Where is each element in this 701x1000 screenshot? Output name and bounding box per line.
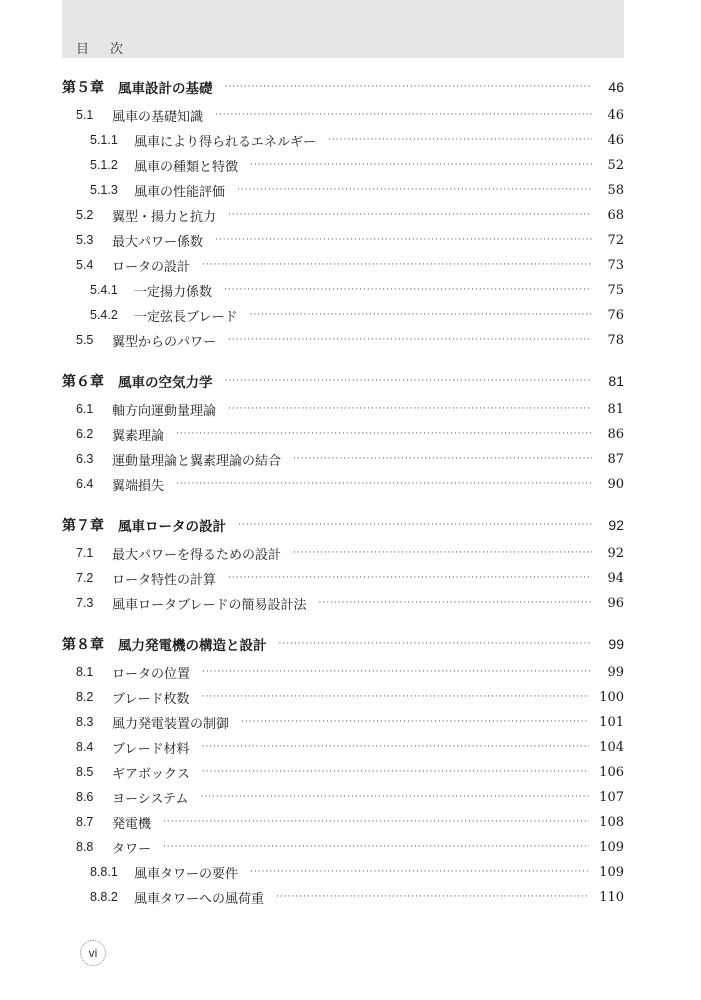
- toc-number: 8.7: [76, 815, 94, 829]
- toc-section-row[interactable]: [62, 592, 624, 614]
- leader-dots: [200, 790, 589, 804]
- toc-number: 8.8.1: [90, 865, 118, 879]
- toc-section-row[interactable]: [62, 423, 624, 445]
- toc-title: 風車タワーへの風荷重: [134, 891, 265, 907]
- toc-number: 7.2: [76, 571, 94, 585]
- toc-title: 風車により得られるエネルギー: [134, 134, 317, 150]
- toc-section-row[interactable]: [62, 661, 624, 683]
- toc-page: 46: [607, 107, 624, 123]
- toc-page: 72: [607, 232, 624, 248]
- toc-title: 風車の性能評価: [134, 184, 226, 200]
- leader-dots: [225, 374, 593, 388]
- leader-dots: [225, 80, 593, 94]
- leader-dots: [224, 283, 592, 297]
- toc-page: 106: [599, 764, 624, 780]
- toc-subsection-row[interactable]: [62, 154, 624, 176]
- toc-number: 5.1: [76, 108, 94, 122]
- toc-number: 5.2: [76, 208, 94, 222]
- toc-page: 81: [607, 401, 624, 417]
- toc-title: ロータの位置: [112, 666, 191, 682]
- leader-dots: [176, 427, 592, 441]
- toc-title: 風力発電装置の制御: [112, 716, 230, 732]
- toc-subsection-row[interactable]: [62, 279, 624, 301]
- leader-dots: [215, 233, 592, 247]
- toc-section-row[interactable]: [62, 448, 624, 470]
- toc-number: 8.8: [76, 840, 94, 854]
- leader-dots: [241, 715, 589, 729]
- leader-dots: [228, 571, 592, 585]
- leader-dots: [202, 765, 589, 779]
- toc-number: 第５章: [62, 79, 104, 95]
- toc-title: 運動量理論と翼素理論の結合: [112, 453, 282, 469]
- toc-page: 109: [599, 864, 624, 880]
- toc-page: 81: [608, 373, 624, 389]
- toc-subsection-row[interactable]: [62, 304, 624, 326]
- leader-dots: [293, 546, 592, 560]
- toc-number: 5.4.2: [90, 308, 118, 322]
- toc-title: 翼素理論: [112, 428, 165, 444]
- leader-dots: [163, 840, 589, 854]
- toc-subsection-row[interactable]: [62, 861, 624, 883]
- toc-number: 8.5: [76, 765, 94, 779]
- toc-title: 風車の基礎知識: [112, 109, 204, 125]
- toc-page: 108: [599, 814, 624, 830]
- toc-page: 73: [607, 257, 624, 273]
- toc-title: 風車ロータの設計: [118, 519, 226, 535]
- toc-number: 6.2: [76, 427, 94, 441]
- toc-title: 風車ロータブレードの簡易設計法: [112, 597, 307, 613]
- toc-title: 最大パワー係数: [112, 234, 204, 250]
- toc-page: 96: [607, 595, 624, 611]
- toc-title: 翼端損失: [112, 478, 165, 494]
- toc-title: 発電機: [112, 816, 152, 832]
- leader-dots: [279, 637, 593, 651]
- toc-page: 104: [599, 739, 624, 755]
- toc-number: 6.1: [76, 402, 94, 416]
- leader-dots: [328, 133, 592, 147]
- page-number: vi: [80, 940, 106, 966]
- toc-page: 68: [607, 207, 624, 223]
- toc-number: 5.1.1: [90, 133, 118, 147]
- toc-section-row[interactable]: [62, 542, 624, 564]
- header-title: 目 次: [76, 42, 128, 57]
- toc-title: ブレード材料: [112, 741, 190, 757]
- toc-number: 8.3: [76, 715, 94, 729]
- leader-dots: [250, 158, 592, 172]
- toc-title: 翼型・揚力と抗力: [112, 209, 217, 225]
- toc-title: ロータ特性の計算: [112, 572, 217, 588]
- toc-title: ブレード枚数: [112, 691, 190, 707]
- toc-number: 5.4.1: [90, 283, 118, 297]
- toc-page: 107: [599, 789, 624, 805]
- toc-number: 8.6: [76, 790, 94, 804]
- leader-dots: [202, 665, 592, 679]
- toc-number: 7.1: [76, 546, 94, 560]
- toc-number: 8.1: [76, 665, 94, 679]
- toc-number: 8.8.2: [90, 890, 118, 904]
- toc-chapter-row[interactable]: [62, 633, 624, 655]
- leader-dots: [276, 890, 589, 904]
- toc-page: 46: [607, 132, 624, 148]
- toc-section-row[interactable]: [62, 736, 624, 758]
- toc-number: 5.5: [76, 333, 94, 347]
- toc-section-row[interactable]: [62, 686, 624, 708]
- leader-dots: [318, 596, 592, 610]
- toc-page: 78: [607, 332, 624, 348]
- running-header: [62, 0, 624, 58]
- toc-number: 8.2: [76, 690, 94, 704]
- toc-page: 99: [608, 636, 624, 652]
- toc-number: 第７章: [62, 517, 104, 533]
- toc-page: 92: [608, 517, 624, 533]
- toc-number: 7.3: [76, 596, 94, 610]
- toc-page: 100: [599, 689, 624, 705]
- toc-title: 風力発電機の構造と設計: [118, 638, 267, 654]
- leader-dots: [163, 815, 589, 829]
- toc-title: 風車タワーの要件: [134, 866, 239, 882]
- toc-page: 76: [607, 307, 624, 323]
- leader-dots: [293, 452, 592, 466]
- toc-page: 75: [607, 282, 624, 298]
- toc-title: 一定弦長ブレード: [134, 309, 238, 325]
- leader-dots: [228, 333, 592, 347]
- toc-section-row[interactable]: [62, 229, 624, 251]
- leader-dots: [201, 740, 589, 754]
- toc-section-row[interactable]: [62, 811, 624, 833]
- toc-subsection-row[interactable]: [62, 179, 624, 201]
- toc-section-row[interactable]: [62, 104, 624, 126]
- toc-chapter-row[interactable]: [62, 370, 624, 392]
- leader-dots: [202, 258, 592, 272]
- toc-number: 第８章: [62, 636, 104, 652]
- toc-page: 46: [608, 79, 624, 95]
- toc-page: 110: [599, 889, 624, 905]
- leader-dots: [176, 477, 592, 491]
- toc-chapter-row[interactable]: [62, 76, 624, 98]
- toc-title: 翼型からのパワー: [112, 334, 217, 350]
- toc-number: 第６章: [62, 373, 104, 389]
- toc-section-row[interactable]: [62, 567, 624, 589]
- toc-page: 86: [607, 426, 624, 442]
- toc-section-row[interactable]: [62, 836, 624, 858]
- toc-number: 5.1.2: [90, 158, 118, 172]
- toc-number: 6.3: [76, 452, 94, 466]
- toc-page: 87: [607, 451, 624, 467]
- toc-page: 58: [607, 182, 624, 198]
- toc-title: ヨーシステム: [112, 791, 189, 807]
- toc-section-row[interactable]: [62, 761, 624, 783]
- leader-dots: [228, 208, 592, 222]
- toc-title: 最大パワーを得るための設計: [112, 547, 282, 563]
- leader-dots: [249, 308, 592, 322]
- toc-title: 風車設計の基礎: [118, 81, 213, 97]
- leader-dots: [228, 402, 592, 416]
- toc-page: 90: [607, 476, 624, 492]
- toc-page: 94: [607, 570, 624, 586]
- toc-number: 5.4: [76, 258, 94, 272]
- leader-dots: [237, 183, 592, 197]
- toc-title: 一定揚力係数: [134, 284, 213, 300]
- toc-title: 風車の空気力学: [118, 375, 213, 391]
- toc-title: タワー: [112, 841, 152, 857]
- toc-chapter-row[interactable]: [62, 514, 624, 536]
- leader-dots: [250, 865, 589, 879]
- toc-title: 風車の種類と特徴: [134, 159, 239, 175]
- toc-section-row[interactable]: [62, 473, 624, 495]
- toc-number: 5.3: [76, 233, 94, 247]
- toc-subsection-row[interactable]: [62, 886, 624, 908]
- toc-title: ロータの設計: [112, 259, 191, 275]
- toc-number: 8.4: [76, 740, 94, 754]
- toc-section-row[interactable]: [62, 204, 624, 226]
- toc-page: 101: [599, 714, 624, 730]
- toc-section-row[interactable]: [62, 398, 624, 420]
- toc-page: 92: [607, 545, 624, 561]
- toc-title: ギアボックス: [112, 766, 190, 782]
- toc-subsection-row[interactable]: [62, 129, 624, 151]
- toc-number: 6.4: [76, 477, 94, 491]
- toc-section-row[interactable]: [62, 786, 624, 808]
- leader-dots: [238, 518, 592, 532]
- toc-section-row[interactable]: [62, 254, 624, 276]
- toc-number: 5.1.3: [90, 183, 118, 197]
- toc-title: 軸方向運動量理論: [112, 403, 217, 419]
- toc-page: 52: [607, 157, 624, 173]
- toc-section-row[interactable]: [62, 329, 624, 351]
- toc-section-row[interactable]: [62, 711, 624, 733]
- toc-page: 109: [599, 839, 624, 855]
- toc-page: 99: [607, 664, 624, 680]
- leader-dots: [201, 690, 589, 704]
- leader-dots: [215, 108, 592, 122]
